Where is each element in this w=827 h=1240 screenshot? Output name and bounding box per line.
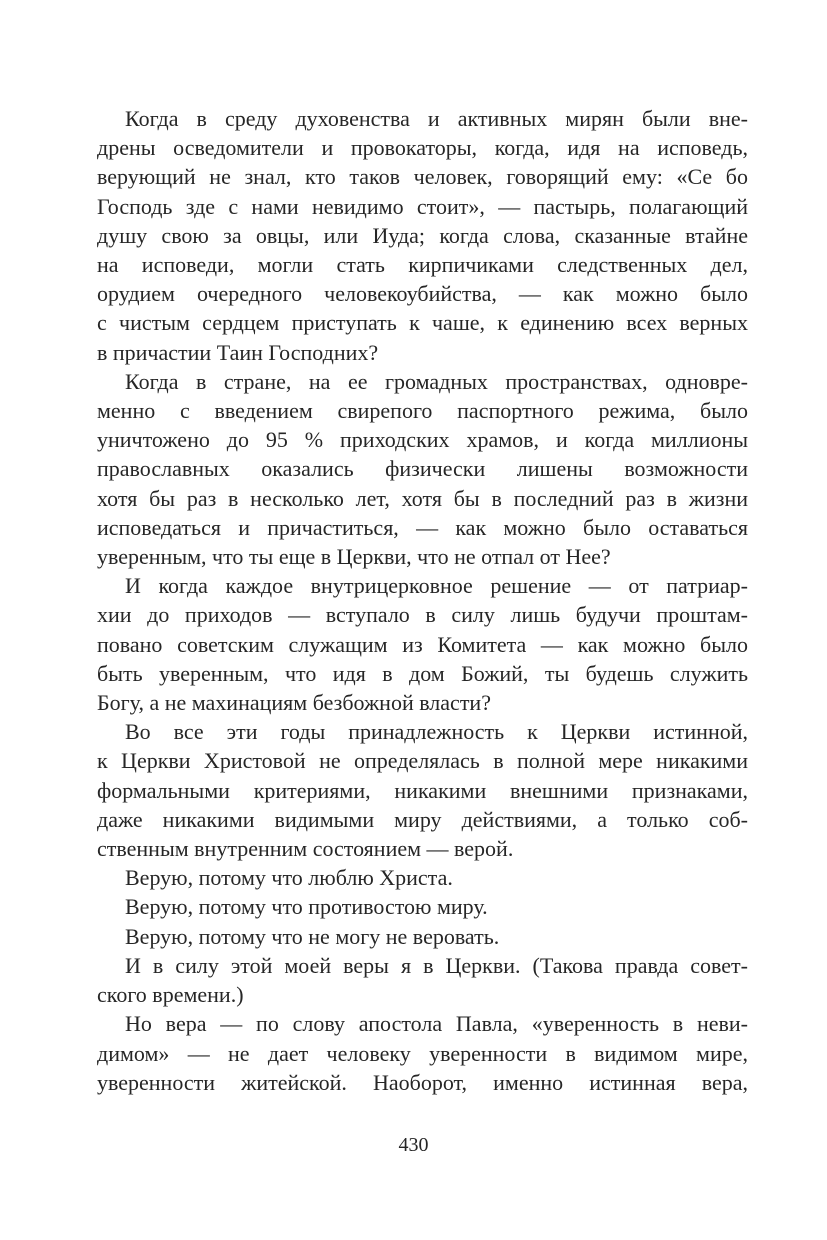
- text-line: на исповеди, могли стать кирпичиками следственных дел,: [97, 252, 748, 278]
- paragraph: [97, 104, 748, 367]
- text-line: даже никакими видимыми миру действиями, а только соб-: [97, 806, 748, 832]
- paragraph: [97, 367, 748, 571]
- text-line: православных оказались физически лишены возможности: [97, 456, 748, 482]
- text-line: орудием очередного человекоубийства, — как можно было: [97, 281, 748, 307]
- text-line: уверенности житейской. Наоборот, именно истинная вера,: [97, 1069, 748, 1095]
- text-line: повано советским служащим из Комитета — как можно было: [97, 631, 748, 657]
- text-line: дрены осведомители и провокаторы, когда, идя на исповедь,: [97, 135, 748, 161]
- text-line: Верую, потому что не могу не веровать.: [125, 923, 500, 949]
- paragraph: [97, 922, 748, 951]
- text-line: уверенным, что ты еще в Церкви, что не отпал от Нее?: [97, 544, 611, 570]
- paragraph: [97, 892, 748, 921]
- text-line: Верую, потому что противостою миру.: [125, 894, 488, 920]
- text-line: И в силу этой моей веры я в Церкви. (Такова правда совет-: [125, 952, 748, 978]
- text-line: Когда в стране, на ее громадных пространствах, одновре-: [125, 368, 748, 394]
- text-line: быть уверенным, что идя в дом Божий, ты будешь служить: [97, 660, 748, 686]
- paragraph: [97, 571, 748, 717]
- text-line: Когда в среду духовенства и активных мирян были вне-: [125, 106, 748, 131]
- text-line: исповедаться и причаститься, — как можно было оставаться: [97, 514, 748, 540]
- text-line: димом» — не дает человеку уверенности в видимом мире,: [97, 1040, 748, 1066]
- text-line: Верую, потому что люблю Христа.: [125, 865, 453, 891]
- text-line: формальными критериями, никакими внешними признаками,: [97, 777, 748, 803]
- text-line: Богу, а не махинациям безбожной власти?: [97, 690, 491, 716]
- paragraph: [97, 951, 748, 1009]
- paragraph: [97, 717, 748, 863]
- text-line: уничтожено до 95 % приходских храмов, и когда миллионы: [97, 427, 748, 453]
- text-line: И когда каждое внутрицерковное решение — от патриар-: [125, 573, 748, 599]
- paragraph: [97, 863, 748, 892]
- text-line: ственным внутренним состоянием — верой.: [97, 836, 514, 862]
- page-number: 430: [398, 1134, 429, 1156]
- text-block: [97, 104, 748, 1097]
- text-line: Но вера — по слову апостола Павла, «уверенность в неви-: [125, 1011, 748, 1037]
- text-line: Господь зде с нами невидимо стоит», — пастырь, полагающий: [97, 193, 748, 219]
- text-line: хотя бы раз в несколько лет, хотя бы в последний раз в жизни: [97, 485, 748, 511]
- text-line: с чистым сердцем приступать к чаше, к единению всех верных: [97, 310, 748, 336]
- text-line: Во все эти годы принадлежность к Церкви истинной,: [125, 719, 748, 745]
- text-line: в причастии Таин Господних?: [97, 339, 379, 365]
- text-line: хии до приходов — вступало в силу лишь будучи проштам-: [97, 602, 748, 628]
- text-line: менно с введением свирепого паспортного режима, было: [97, 398, 748, 424]
- text-line: душу свою за овцы, или Иуда; когда слова, сказанные втайне: [97, 222, 748, 248]
- text-line: ского времени.): [97, 982, 244, 1008]
- text-line: к Церкви Христовой не определялась в полной мере никакими: [97, 748, 748, 774]
- text-line: верующий не знал, кто таков человек, говорящий ему: «Се бо: [97, 164, 748, 190]
- paragraph: [97, 1009, 748, 1097]
